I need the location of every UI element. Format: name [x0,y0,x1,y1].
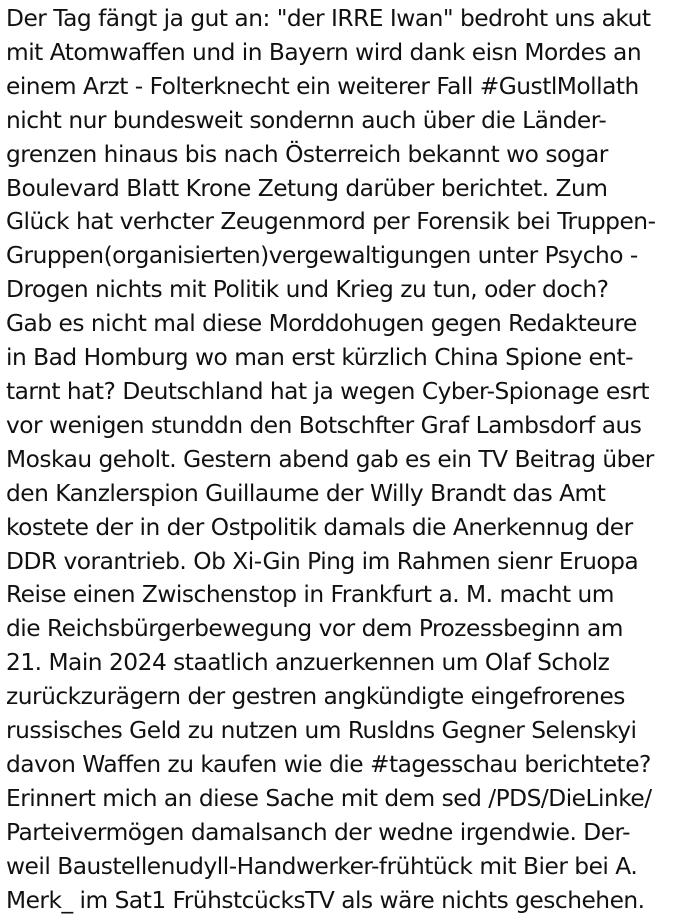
text-line: DDR vorantrieb. Ob Xi-Gin Ping im Rahmen sienr Eruopa [6,547,639,575]
text-line: davon Waffen zu kaufen wie die #tagesschau berichtete? [6,750,651,778]
text-line: Drogen nichts mit Politik und Krieg zu tun, oder doch? [6,276,609,304]
text-line: Gruppen(organisierten)vergewaltigungen unter Psycho - [6,242,638,270]
text-line: russisches Geld zu nutzen um Rusldns Gegner Selenskyi [6,717,637,745]
text-line: Merk_ im Sat1 FrühstcücksTV als wäre nichts geschehen. [6,886,645,914]
text-line: Parteivermögen damalsanch der wedne irgendwie. Der- [6,818,631,846]
text-line: 21. Main 2024 staatlich anzuerkennen um Olaf Scholz [6,649,610,677]
text-line: grenzen hinaus bis nach Österreich bekannt wo sogar [6,140,608,168]
text-line: Glück hat verhcter Zeugenmord per Forensik bei Truppen- [6,208,656,236]
text-body [6,2,682,917]
text-line: vor wenigen stunddn den Botschfter Graf Lambsdorf aus [6,411,642,439]
text-line: nicht nur bundesweit sondernn auch über die Länder- [6,106,607,134]
text-line: kostete der in der Ostpolitik damals die Anerkennug der [6,513,633,541]
text-line: Boulevard Blatt Krone Zetung darüber berichtet. Zum [6,174,608,202]
text-line: Reise einen Zwischenstop in Frankfurt a. M. macht um [6,581,614,609]
text-line: Der Tag fängt ja gut an: "der IRRE Iwan" bedroht uns akut [6,5,651,32]
text-line: die Reichsbürgerbewegung vor dem Prozessbeginn am [6,615,623,643]
text-line: in Bad Homburg wo man erst kürzlich China Spione ent- [6,344,634,372]
text-line: weil Baustellenudyll-Handwerker-frühtück mit Bier bei A. [6,852,638,880]
text-line: Moskau geholt. Gestern abend gab es ein TV Beitrag über [6,445,654,473]
text-line: Gab es nicht mal diese Morddohugen gegen Redakteure [6,310,637,338]
text-line: Erinnert mich an diese Sache mit dem sed /PDS/DieLinke/ [6,784,652,812]
text-line: zurückzurägern der gestren angkündigte eingefrorenes [6,683,625,711]
text-line: mit Atomwaffen und in Bayern wird dank eisn Mordes an [6,38,642,66]
text-line: tarnt hat? Deutschland hat ja wegen Cyber-Spionage esrt [6,377,650,405]
text-line: den Kanzlerspion Guillaume der Willy Brandt das Amt [6,479,606,507]
text-line: einem Arzt - Folterknecht ein weiterer Fall #GustlMollath [6,72,639,100]
